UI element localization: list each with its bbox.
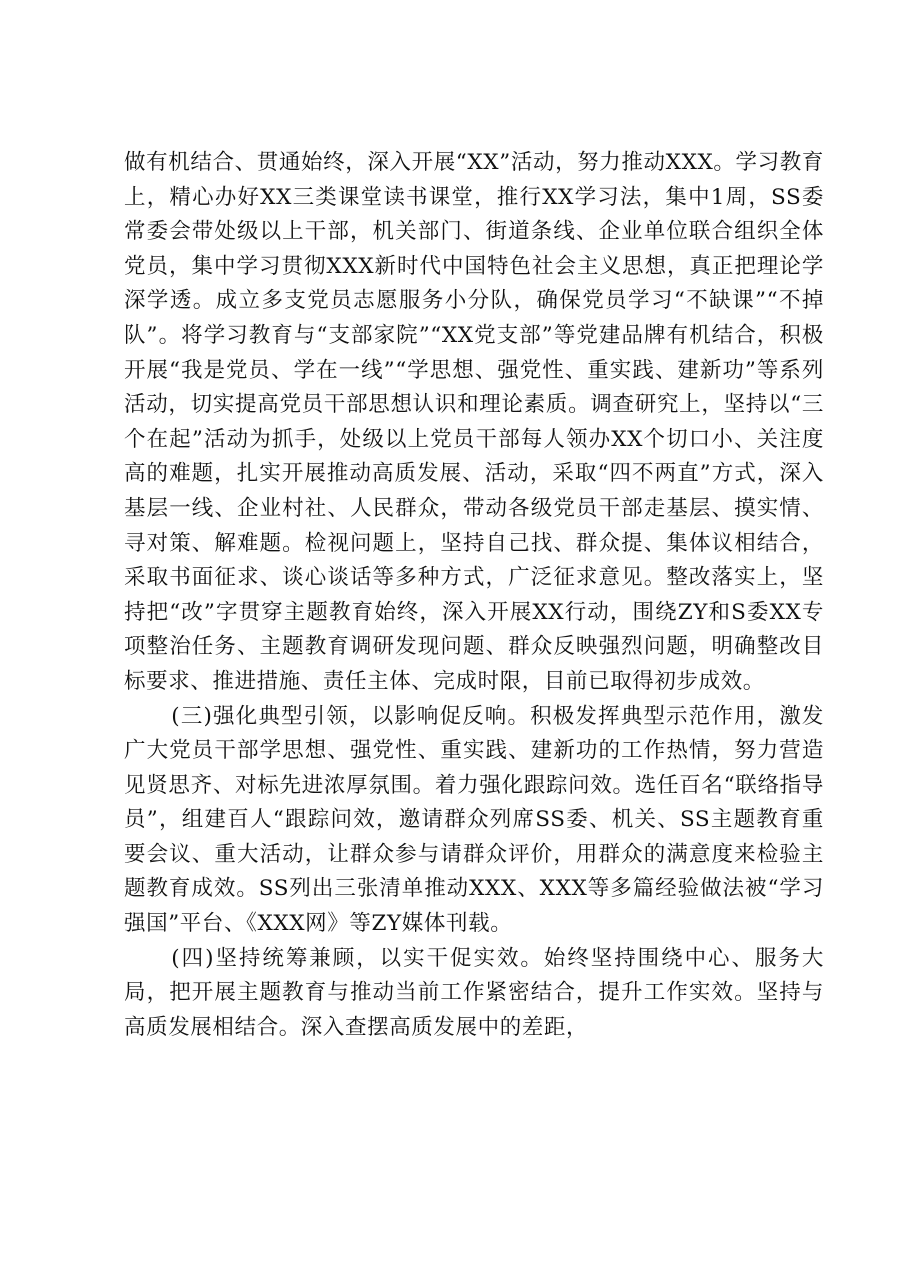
paragraph-study-education: 做有机结合、贯通始终，深入开展“XX”活动，努力推动XXX。学习教育上，精心办好XX三类课堂读书课堂，推行XX学习法，集中1周，SS委常委会带处级以上干部，机关部门、街道条线、企业单位联合组织全体党员，集中学习贯彻XXX新时代中国特色社会主义思想，真正把理论学深学透。成立多支党员志愿服务小分队，确保党员学习“不缺课”“不掉队”。将学习教育与“支部家院”“XX党支部”等党建品牌有机结合，积极开展“我是党员、学在一线”“学思想、强党性、重实践、建新功”等系列活动，切实提高党员干部思想认识和理论素质。调查研究上，坚持以“三个在起”活动为抓手，处级以上党员干部每人领办XX个切口小、关注度高的难题，扎实开展推动高质发展、活动，采取“四不两直”方式，深入基层一线、企业村社、人民群众，带动各级党员干部走基层、摸实情、寻对策、解难题。检视问题上，坚持自己找、群众提、集体议相结合，采取书面征求、谈心谈话等多种方式，广泛征求意见。整改落实上，坚持把“改”字贯穿主题教育始终，深入开展XX行动，围绕ZY和S委XX专项整治任务、主题教育调研发现问题、群众反映强烈问题，明确整改目标要求、推进措施、责任主体、完成时限，目前已取得初步成效。 (124, 150, 824, 694)
paragraph-overall-planning: (四)坚持统筹兼顾，以实干促实效。始终坚持围绕中心、服务大局，把开展主题教育与推动当前工作紧密结合，提升工作实效。坚持与高质发展相结合。深入查摆高质发展中的差距， (124, 945, 824, 1040)
document-body (124, 146, 824, 1045)
paragraph-typical-leadership: (三)强化典型引领，以影响促反响。积极发挥典型示范作用，激发广大党员干部学思想、强党性、重实践、建新功的工作热情，努力营造见贤思齐、对标先进浓厚氛围。着力强化跟踪问效。选任百名“联络指导员”，组建百人“跟踪问效，邀请群众列席SS委、机关、SS主题教育重要会议、重大活动，让群众参与请群众评价，用群众的满意度来检验主题教育成效。SS列出三张清单推动XXX、XXX等多篇经验做法被“学习强国”平台、《XXX网》等ZY媒体刊载。 (124, 703, 824, 937)
